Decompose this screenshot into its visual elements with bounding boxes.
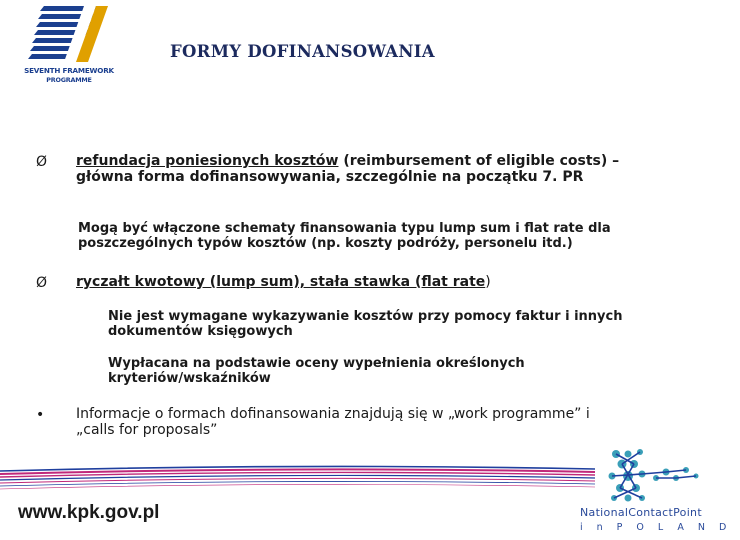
fp7-logo [24, 0, 114, 92]
arrow-bullet-icon: Ø [36, 154, 48, 170]
sub-point-lump-sum-schemes: Mogą być włączone schematy finansowania typu lump sum i flat rate dla poszczególnych typów kosztów (np. koszty podróży, personelu itd.) [78, 221, 611, 251]
website-link[interactable]: www.kpk.gov.pl [18, 502, 160, 523]
bullet1-underlined-text: refundacja poniesionych kosztów [76, 153, 339, 169]
bullet2-tail: ) [485, 274, 491, 290]
ncp-logo-line1: NationalContactPoint [580, 506, 702, 519]
sub-point-criteria: Wypłacana na podstawie oceny wypełnienia określonych kryteriów/wskaźników [108, 356, 525, 386]
bullet-ryczalt [76, 275, 676, 291]
sub-point-no-invoices: Nie jest wymagane wykazywanie kosztów przy pomocy faktur i innych dokumentów księgowych [108, 309, 623, 339]
arrow-bullet-icon: Ø [36, 275, 48, 291]
bullet-refundacja [76, 154, 656, 185]
bullet1-text: (reimbursement of eligible costs) – główna forma dofinansowywania, szczególnie na początku 7. PR [76, 153, 620, 185]
ncp-logo-line2: inPOLAND [580, 522, 740, 533]
dot-bullet-icon: • [36, 407, 45, 423]
page-title: FORMY DOFINANSOWANIA [170, 42, 435, 61]
bullet2-underlined-text: ryczałt kwotowy (lump sum), stała stawka (flat rate [76, 274, 486, 290]
fp7-seven-graphic [24, 0, 114, 66]
fp7-logo-line2: PROGRAMME [46, 76, 92, 84]
ncp-network-logo [606, 448, 706, 504]
bullet-informacje: Informacje o formach dofinansowania znajdują się w „work programme” i „calls for proposals” [76, 406, 590, 438]
fp7-logo-line1: SEVENTH FRAMEWORK [24, 66, 114, 75]
